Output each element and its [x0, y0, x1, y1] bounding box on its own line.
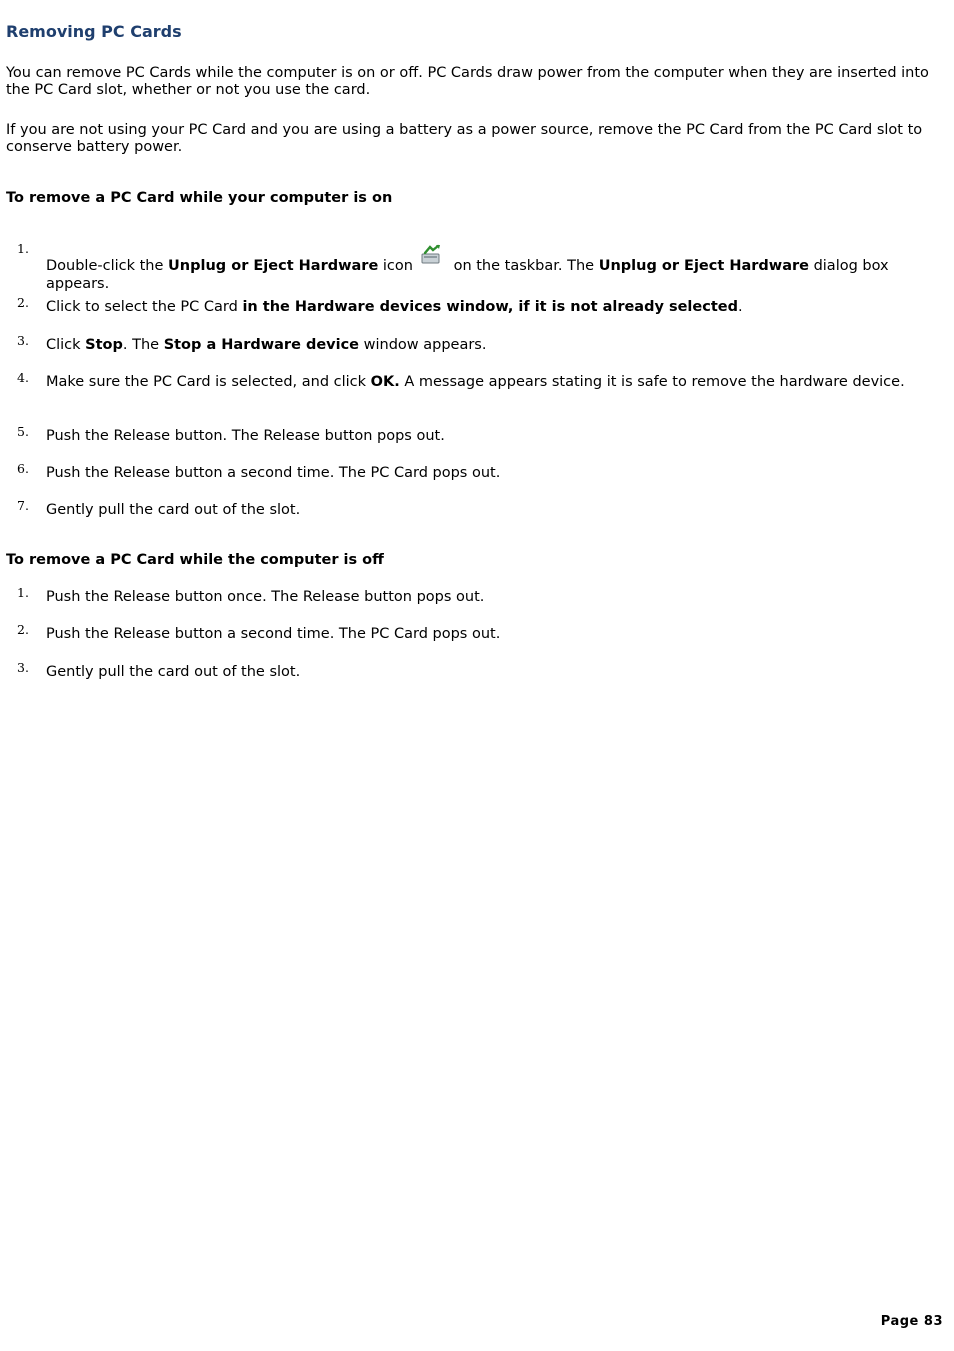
step-number: 3. — [17, 333, 29, 348]
step-number: 2. — [17, 622, 29, 637]
step-text: Click Stop. The Stop a Hardware device window appears. — [46, 337, 487, 353]
step-text: Gently pull the card out of the slot. — [46, 664, 301, 680]
step-text: Push the Release button a second time. The PC Card pops out. — [46, 626, 501, 642]
intro-paragraph-1: You can remove PC Cards while the computer is on or off. PC Cards draw power from the computer when they are inserted into the PC Card slot, whether or not you use the card. — [6, 65, 929, 98]
step-number: 3. — [17, 660, 29, 675]
intro-paragraph-2: If you are not using your PC Card and you are using a battery as a power source, remove the PC Card from the PC Card slot to conserve battery power. — [6, 122, 923, 155]
step-number: 6. — [17, 461, 29, 476]
step-number: 1. — [17, 585, 29, 600]
step-number: 5. — [17, 424, 29, 439]
step-text: Make sure the PC Card is selected, and click OK. A message appears stating it is safe to remove the hardware device. — [46, 374, 905, 390]
step-text: Click to select the PC Card in the Hardware devices window, if it is not already selected. — [46, 299, 743, 315]
step-text: Push the Release button. The Release button pops out. — [46, 428, 445, 444]
step-number: 1. — [17, 241, 29, 256]
page-number: Page 83 — [880, 1314, 943, 1329]
step-number: 7. — [17, 498, 29, 513]
section-heading-computer-off: To remove a PC Card while the computer is off — [6, 552, 384, 568]
step-text: Gently pull the card out of the slot. — [46, 502, 301, 518]
unplug-eject-hardware-icon — [419, 244, 443, 266]
step-number: 4. — [17, 370, 29, 385]
page-title: Removing PC Cards — [6, 22, 182, 41]
step-number: 2. — [17, 295, 29, 310]
section-heading-computer-on: To remove a PC Card while your computer is on — [6, 190, 393, 206]
step-text: Double-click the Unplug or Eject Hardware icon on the taskbar. The Unplug or Eject Hardware dialog box appears. — [46, 244, 936, 293]
step-text: Push the Release button once. The Release button pops out. — [46, 589, 485, 605]
step-text: Push the Release button a second time. The PC Card pops out. — [46, 465, 501, 481]
